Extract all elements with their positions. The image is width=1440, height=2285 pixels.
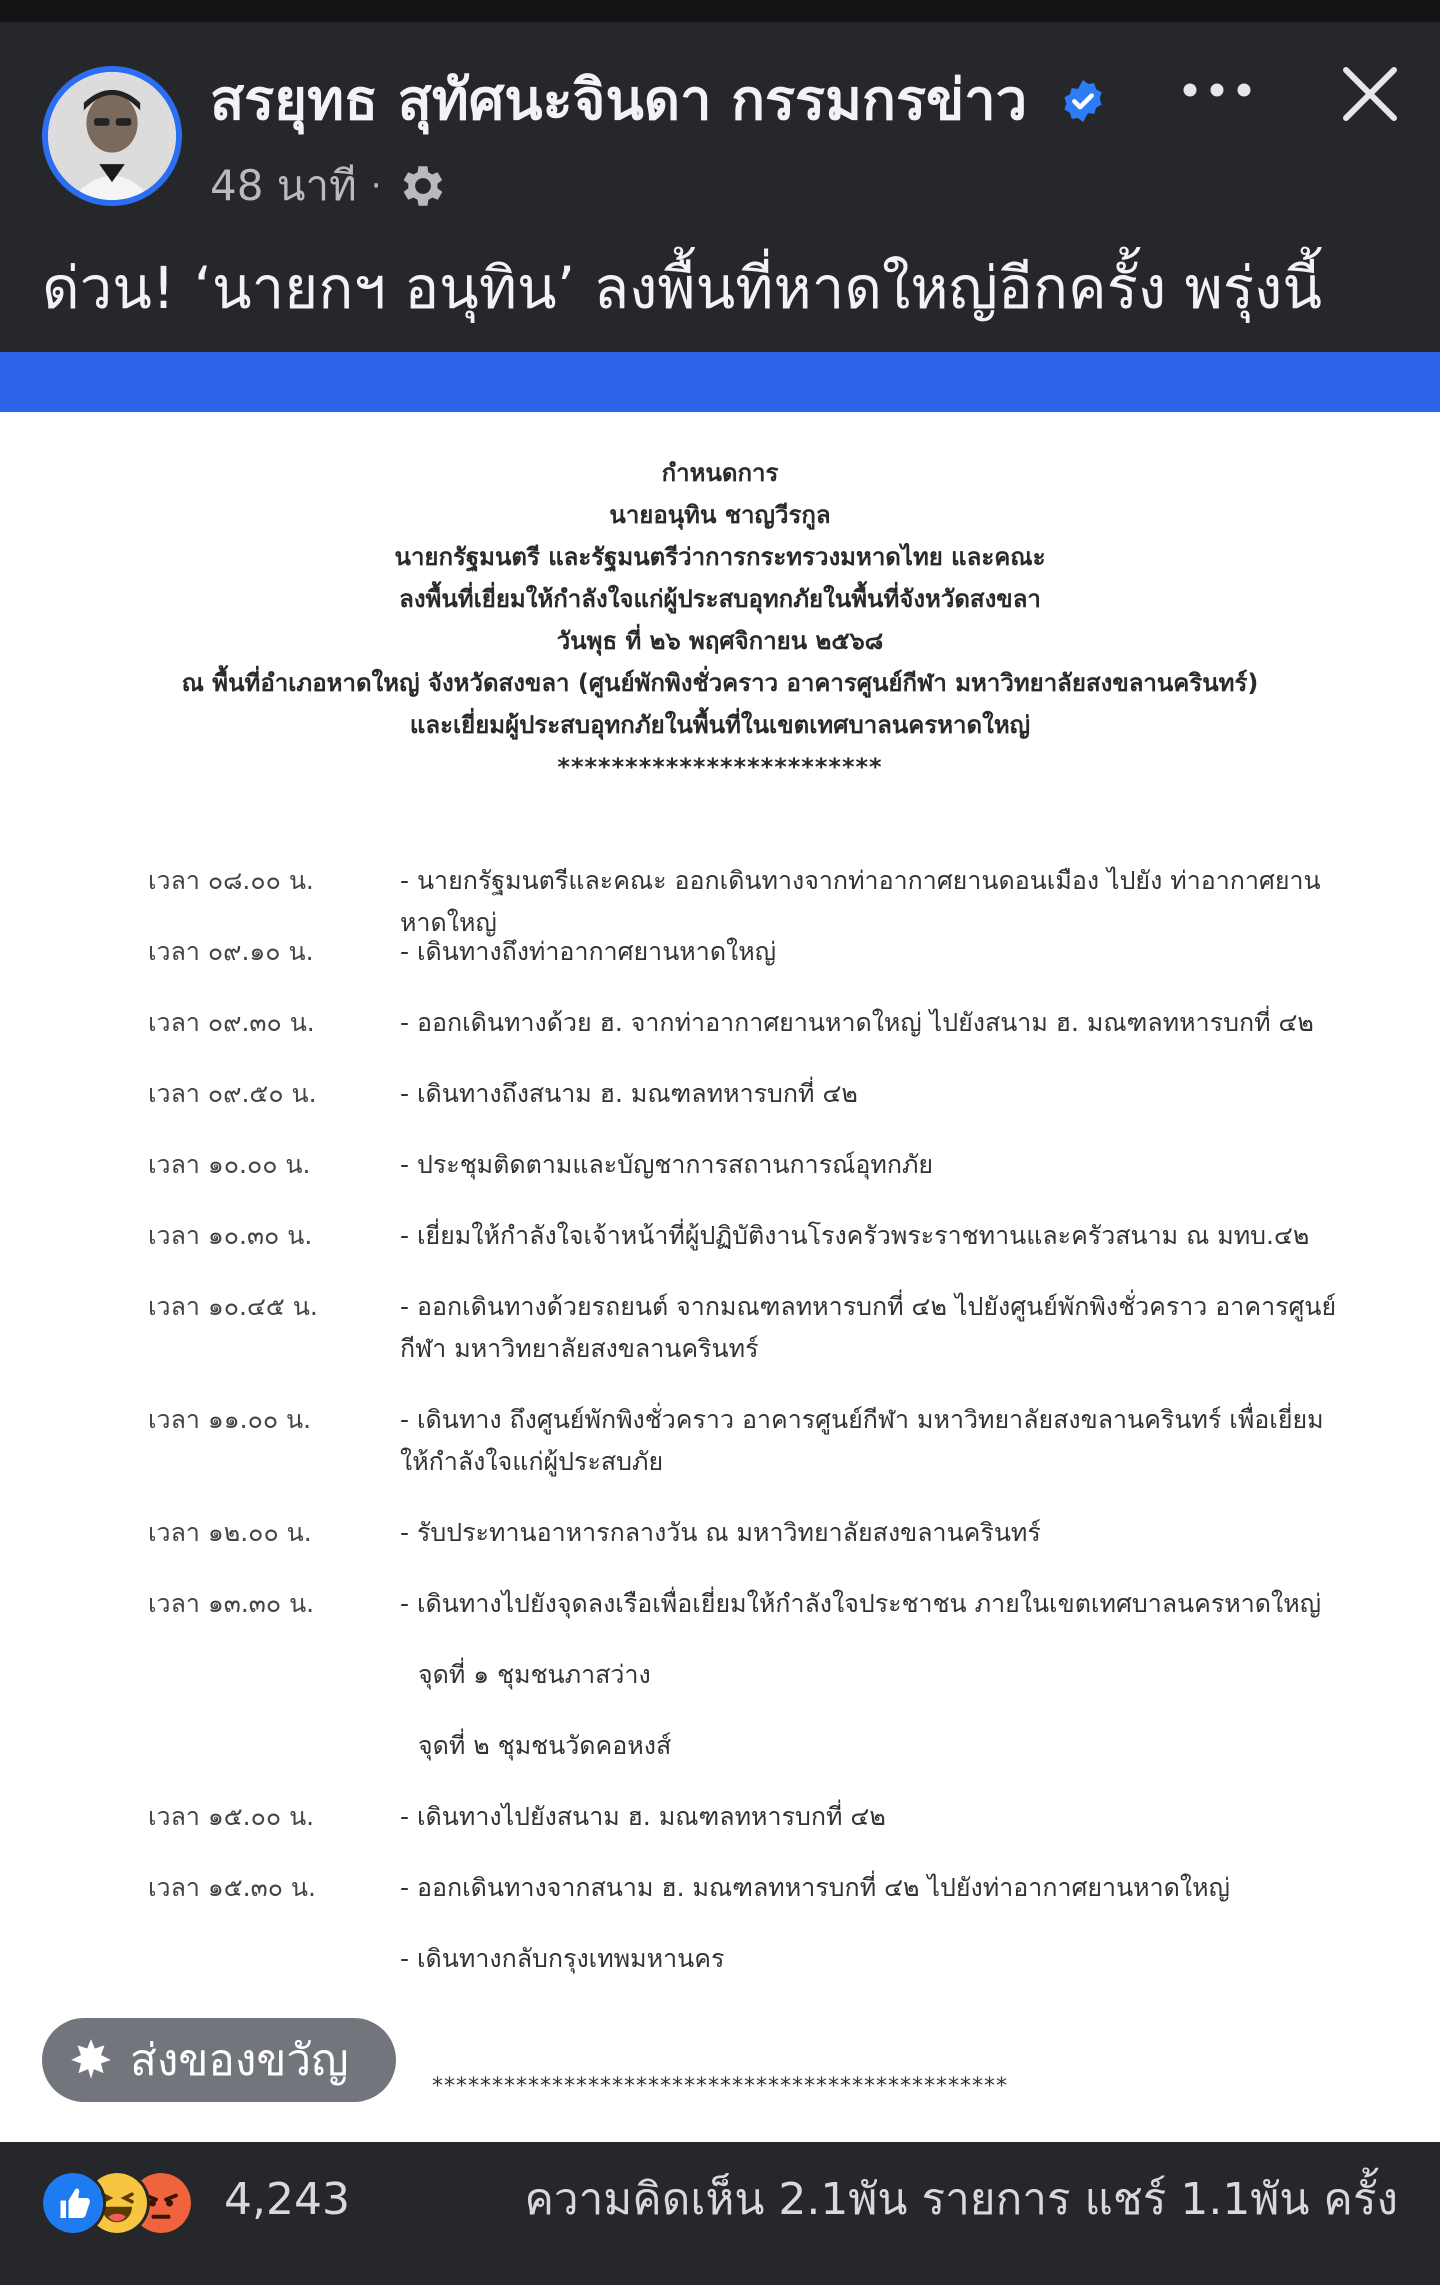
document-purpose: ลงพื้นที่เยี่ยมให้กำลังใจแก่ผู้ประสบอุทกภัยในพื้นที่จังหวัดสงขลา bbox=[399, 585, 1041, 613]
schedule-time: เวลา ๐๙.๑๐ น. bbox=[148, 937, 314, 966]
schedule-description: - เดินทาง ถึงศูนย์พักพิงชั่วคราว อาคารศูนย์กีฬา มหาวิทยาลัยสงขลานครินทร์ เพื่อเยี่ยมให้กำลังใจแก่ผู้ประสบภัย bbox=[400, 1405, 1324, 1476]
comments-shares-summary[interactable]: ความคิดเห็น 2.1พัน รายการ แชร์ 1.1พัน ครั้ง bbox=[524, 2174, 1398, 2225]
document-location: ณ พื้นที่อำเภอหาดใหญ่ จังหวัดสงขลา (ศูนย์พักพิงชั่วคราว อาคารศูนย์กีฬา มหาวิทยาลัยสงขลานครินทร์) bbox=[181, 669, 1259, 697]
image-top-band bbox=[0, 352, 1440, 412]
schedule-description: - นายกรัฐมนตรีและคณะ ออกเดินทางจากท่าอากาศยานดอนเมือง ไปยัง ท่าอากาศยานหาดใหญ่ bbox=[400, 866, 1321, 937]
schedule-row bbox=[148, 1215, 1348, 1286]
like-reaction-icon bbox=[40, 2170, 106, 2236]
schedule-description: จุดที่ ๒ ชุมชนวัดคอหงส์ bbox=[418, 1731, 672, 1760]
schedule-description: - ประชุมติดตามและบัญชาการสถานการณ์อุทกภัย bbox=[400, 1150, 934, 1179]
schedule-time: เวลา ๑๑.๐๐ น. bbox=[148, 1405, 312, 1434]
schedule-row bbox=[148, 931, 1348, 1002]
schedule-time: เวลา ๑๒.๐๐ น. bbox=[148, 1518, 312, 1547]
schedule-description: - เดินทางกลับกรุงเทพมหานคร bbox=[400, 1944, 725, 1973]
schedule-row bbox=[148, 1512, 1348, 1583]
schedule-row bbox=[148, 1583, 1348, 1654]
schedule-time: เวลา ๑๐.๐๐ น. bbox=[148, 1150, 311, 1179]
avatar-photo bbox=[48, 72, 176, 200]
schedule-row bbox=[148, 1399, 1348, 1512]
schedule-description: - เยี่ยมให้กำลังใจเจ้าหน้าที่ผู้ปฏิบัติงานโรงครัวพระราชทานและครัวสนาม ณ มทบ.๔๒ bbox=[400, 1221, 1310, 1250]
schedule-row bbox=[148, 1938, 1348, 2009]
post-time[interactable]: 48 นาที bbox=[210, 161, 357, 210]
gear-icon[interactable] bbox=[396, 159, 450, 213]
document-position: นายกรัฐมนตรี และรัฐมนตรีว่าการกระทรวงมหาดไทย และคณะ bbox=[394, 543, 1046, 571]
schedule-time: เวลา ๑๕.๓๐ น. bbox=[148, 1873, 316, 1902]
schedule-time: เวลา ๐๘.๐๐ น. bbox=[148, 866, 314, 895]
send-gift-label: ส่งของขวัญ bbox=[130, 2035, 349, 2086]
schedule-row bbox=[148, 1073, 1348, 1144]
document-date: วันพุธ ที่ ๒๖ พฤศจิกายน ๒๕๖๘ bbox=[556, 627, 884, 655]
schedule-description: - เดินทางไปยังจุดลงเรือเพื่อเยี่ยมให้กำลังใจประชาชน ภายในเขตเทศบาลนครหาดใหญ่ bbox=[400, 1589, 1322, 1618]
schedule-description: - เดินทางถึงท่าอากาศยานหาดใหญ่ bbox=[400, 937, 777, 966]
schedule-list bbox=[148, 860, 1348, 2009]
schedule-description: - เดินทางถึงสนาม ฮ. มณฑลทหารบกที่ ๔๒ bbox=[400, 1079, 858, 1108]
schedule-description: - รับประทานอาหารกลางวัน ณ มหาวิทยาลัยสงขลานครินทร์ bbox=[400, 1518, 1041, 1547]
status-bar bbox=[0, 0, 1440, 22]
document-divider: ************************ bbox=[557, 753, 883, 781]
close-icon[interactable] bbox=[1338, 62, 1402, 126]
document-location-2: และเยี่ยมผู้ประสบอุทกภัยในพื้นที่ในเขตเทศบาลนครหาดใหญ่ bbox=[409, 711, 1031, 739]
schedule-row bbox=[148, 1002, 1348, 1073]
meta-separator: · bbox=[370, 166, 382, 206]
schedule-description: - เดินทางไปยังสนาม ฮ. มณฑลทหารบกที่ ๔๒ bbox=[400, 1802, 886, 1831]
schedule-description: - ออกเดินทางด้วยรถยนต์ จากมณฑลทหารบกที่ ๔๒ ไปยังศูนย์พักพิงชั่วคราว อาคารศูนย์กีฬา มหาวิทยาลัยสงขลานครินทร์ bbox=[400, 1292, 1337, 1363]
schedule-time: เวลา ๐๙.๓๐ น. bbox=[148, 1008, 315, 1037]
schedule-row bbox=[148, 1725, 1348, 1796]
author-avatar[interactable] bbox=[42, 66, 182, 206]
send-gift-button[interactable] bbox=[42, 2018, 396, 2102]
document-person: นายอนุทิน ชาญวีรกูล bbox=[609, 501, 831, 529]
document-heading: กำหนดการ bbox=[661, 459, 779, 487]
schedule-time: เวลา ๑๐.๔๕ น. bbox=[148, 1292, 318, 1321]
more-options-icon[interactable] bbox=[1180, 70, 1254, 110]
schedule-time: เวลา ๑๓.๓๐ น. bbox=[148, 1589, 315, 1618]
reaction-count[interactable]: 4,243 bbox=[224, 2174, 350, 2225]
post-image-schedule-document[interactable] bbox=[0, 412, 1440, 2142]
author-name[interactable]: สรยุทธ สุทัศนะจินดา กรรมกรข่าว bbox=[210, 68, 1028, 133]
schedule-description: - ออกเดินทางด้วย ฮ. จากท่าอากาศยานหาดใหญ่ ไปยังสนาม ฮ. มณฑลทหารบกที่ ๔๒ bbox=[400, 1008, 1314, 1037]
schedule-time: เวลา ๐๙.๕๐ น. bbox=[148, 1079, 317, 1108]
verified-badge-icon bbox=[1060, 78, 1106, 124]
schedule-row bbox=[148, 1867, 1348, 1938]
schedule-description: จุดที่ ๑ ชุมชนภาสว่าง bbox=[418, 1660, 651, 1689]
schedule-row bbox=[148, 860, 1348, 937]
schedule-time: เวลา ๑๐.๓๐ น. bbox=[148, 1221, 313, 1250]
schedule-row bbox=[148, 1286, 1348, 1399]
post-caption: ด่วน! ‘นายกฯ อนุทิน’ ลงพื้นที่หาดใหญ่อีกครั้ง พรุ่งนี้ bbox=[42, 254, 1322, 322]
reaction-icons[interactable] bbox=[40, 2170, 220, 2234]
document-end-divider: ************************************************ bbox=[432, 2074, 1008, 2099]
schedule-time: เวลา ๑๕.๐๐ น. bbox=[148, 1802, 315, 1831]
schedule-row bbox=[148, 1654, 1348, 1725]
document-header bbox=[0, 452, 1440, 788]
schedule-description: - ออกเดินทางจากสนาม ฮ. มณฑลทหารบกที่ ๔๒ ไปยังท่าอากาศยานหาดใหญ่ bbox=[400, 1873, 1230, 1902]
schedule-row bbox=[148, 1144, 1348, 1215]
post-meta bbox=[210, 156, 450, 216]
gift-icon bbox=[66, 2035, 116, 2085]
schedule-row bbox=[148, 1796, 1348, 1867]
